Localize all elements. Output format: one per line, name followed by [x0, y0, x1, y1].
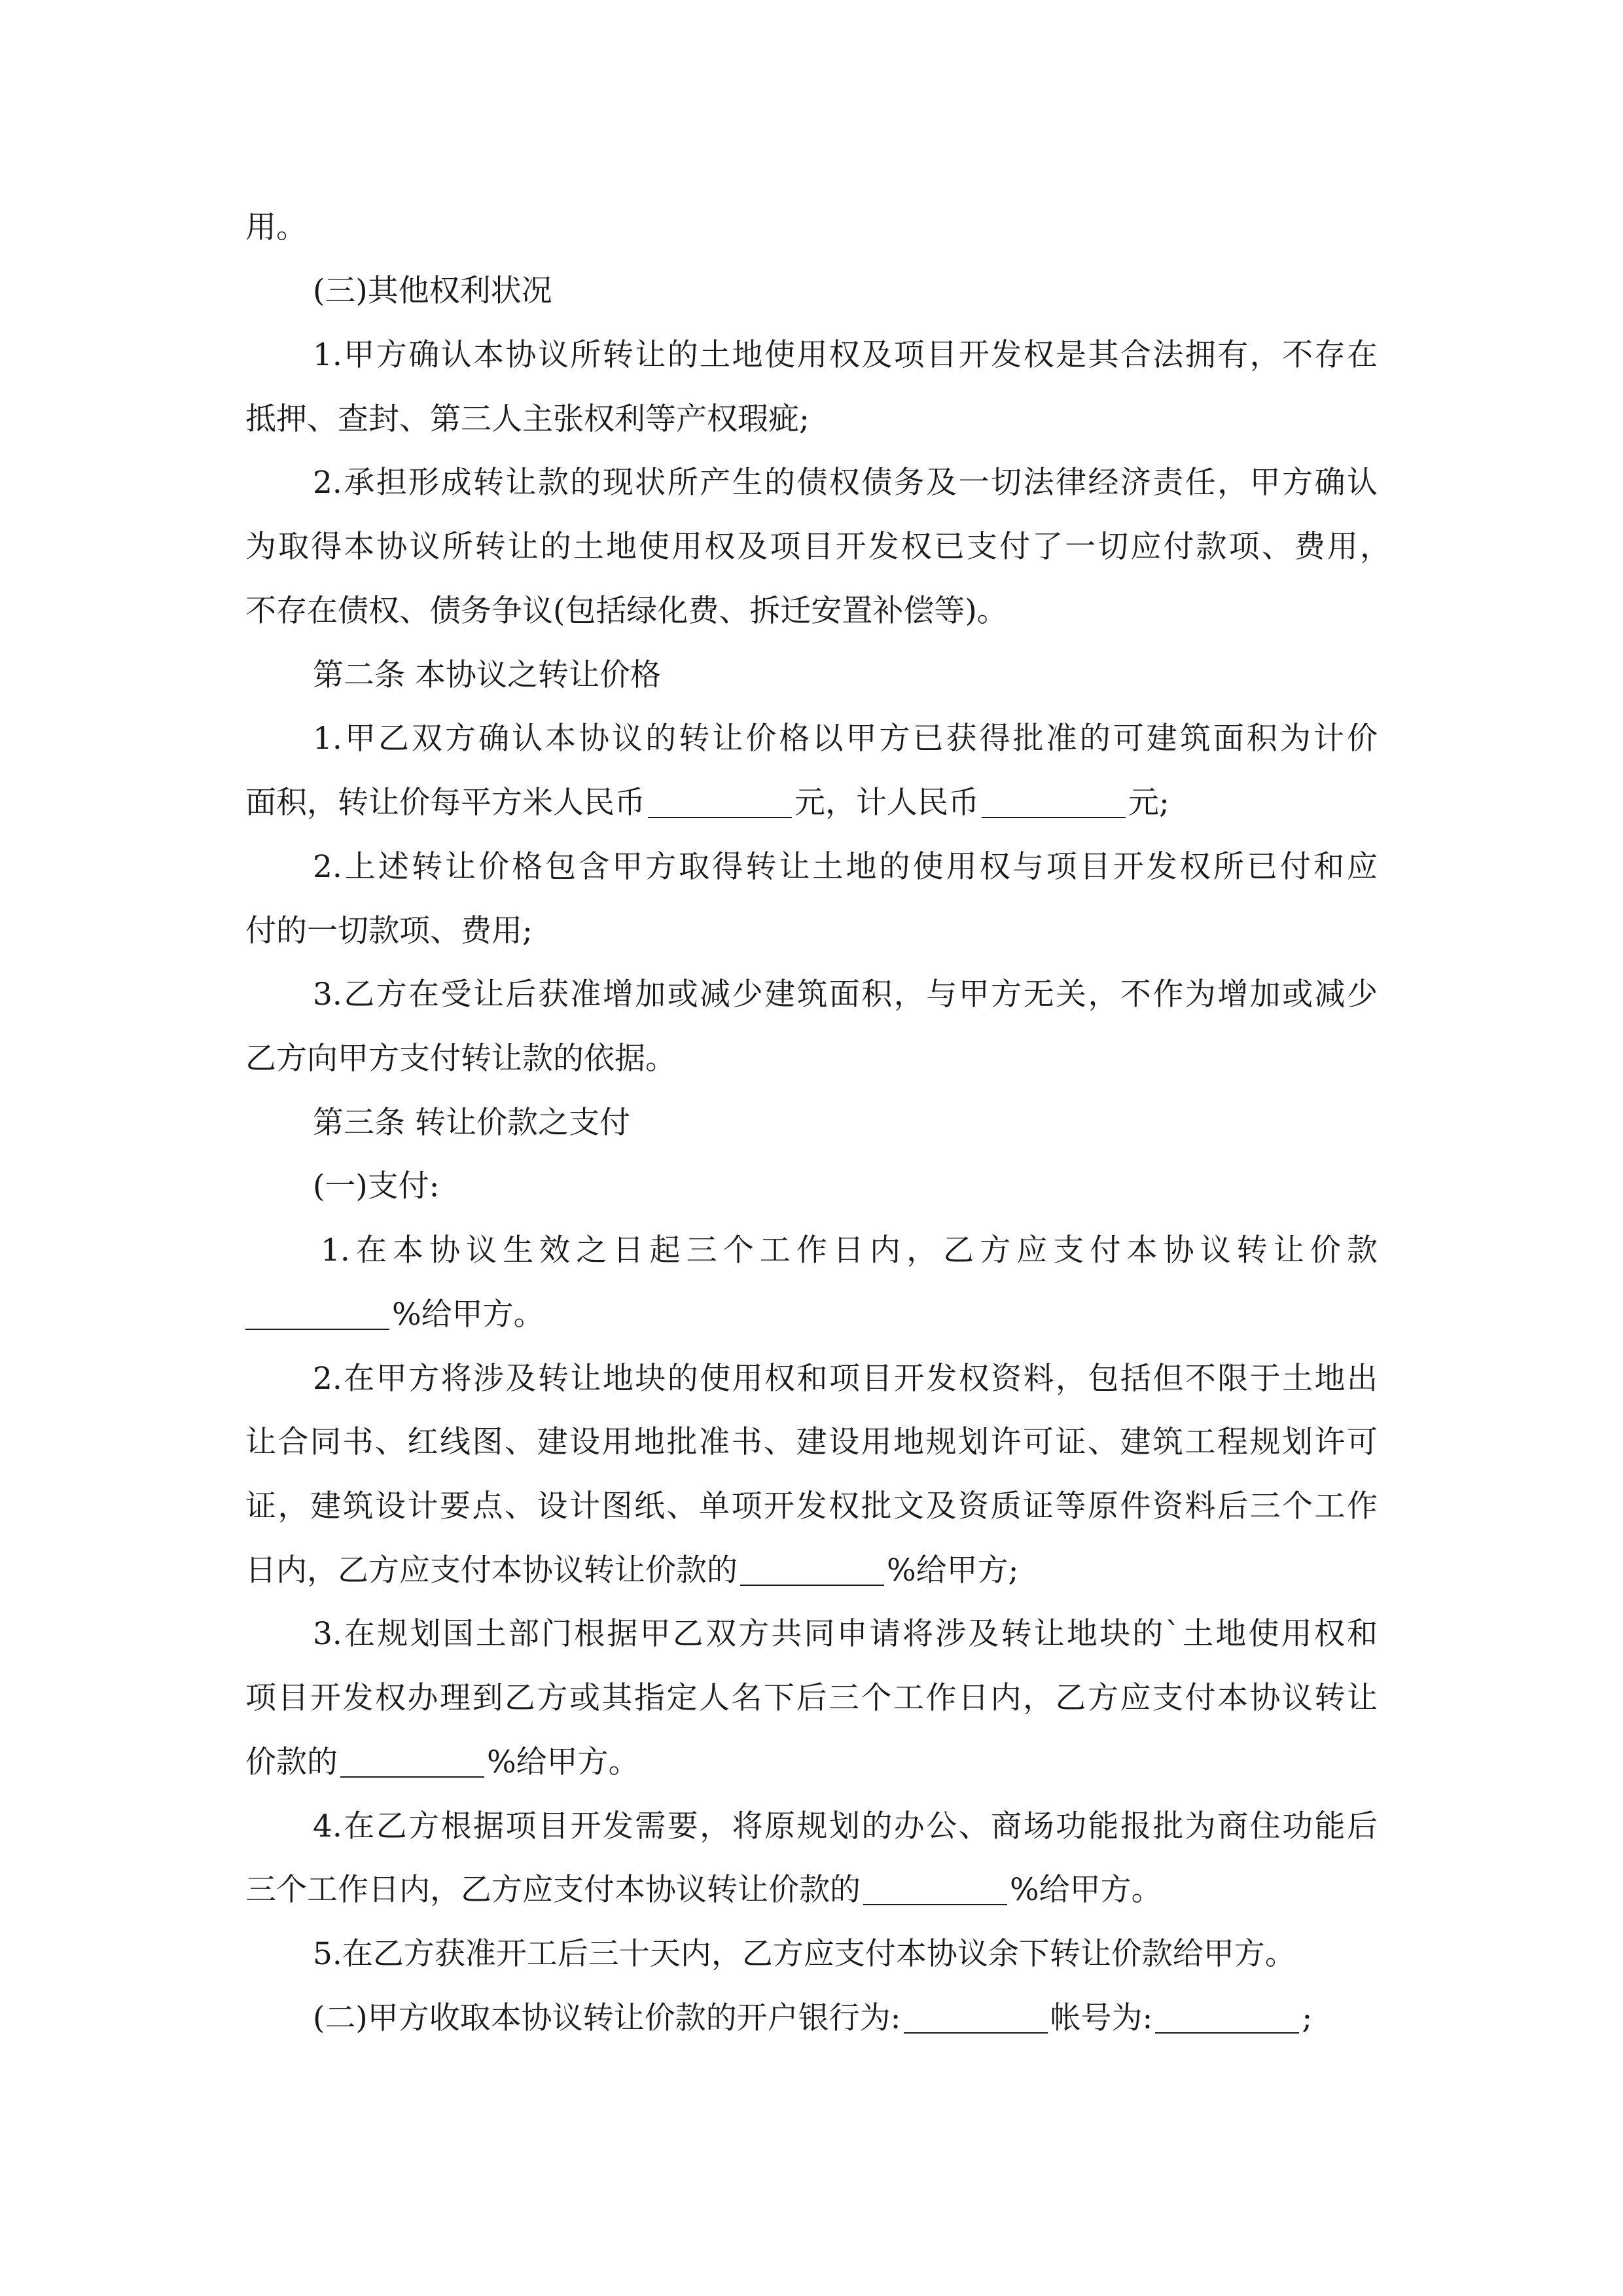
text-line: 让合同书、红线图、建设用地批准书、建设用地规划许可证、建筑工程规划许可: [245, 1424, 1378, 1460]
text-line: 抵押、查封、第三人主张权利等产权瑕疵;: [245, 401, 810, 437]
text-line: 项目开发权办理到乙方或其指定人名下后三个工作日内，乙方应支付本协议转让: [245, 1680, 1378, 1716]
text-line: %给甲方。: [245, 1295, 1378, 1335]
text-line: 乙方向甲方支付转让款的依据。: [245, 1041, 676, 1077]
text-line: 2.在甲方将涉及转让地块的使用权和项目开发权资料，包括但不限于土地出: [313, 1361, 1378, 1397]
section-heading: (三)其他权利状况: [313, 273, 552, 309]
text-line: 三个工作日内，乙方应支付本协议转让价款的 %给甲方。: [245, 1872, 1162, 1908]
text-line: 付的一切款项、费用;: [245, 913, 533, 949]
text-line: (二)甲方收取本协议转让价款的开户银行为: 帐号为: ;: [313, 2000, 1313, 2036]
fill-blank: [740, 1554, 884, 1586]
text-line: 为取得本协议所转让的土地使用权及项目开发权已支付了一切应付款项、费用，: [245, 529, 1391, 565]
fill-blank: [1155, 2002, 1299, 2034]
text-line: 2.上述转让价格包含甲方取得转让土地的使用权与项目开发权所已付和应: [313, 849, 1378, 885]
text-line: 1.甲乙双方确认本协议的转让价格以甲方已获得批准的可建筑面积为计价: [313, 721, 1378, 757]
text-line: 1.甲方确认本协议所转让的土地使用权及项目开发权是其合法拥有，不存在: [313, 337, 1378, 373]
article-heading: 第三条 转让价款之支付: [313, 1105, 630, 1141]
article-heading: 第二条 本协议之转让价格: [313, 657, 661, 693]
text-line: 面积，转让价每平方米人民币 元，计人民币 元;: [245, 785, 1169, 821]
text-line: 日内，乙方应支付本协议转让价款的 %给甲方;: [245, 1552, 1019, 1588]
text-line: 价款的 %给甲方。: [245, 1744, 639, 1780]
text-line: 2.承担形成转让款的现状所产生的债权债务及一切法律经济责任，甲方确认: [313, 465, 1378, 501]
fill-blank: [648, 787, 792, 818]
fill-blank: [904, 2002, 1048, 2034]
text-line: 不存在债权、债务争议(包括绿化费、拆迁安置补偿等)。: [245, 593, 1008, 629]
text-line: 1.在本协议生效之日起三个工作日内，乙方应支付本协议转让价款: [321, 1232, 1378, 1268]
text-line: 用。: [245, 209, 307, 245]
fill-blank: [245, 1299, 389, 1330]
text-line: 证，建筑设计要点、设计图纸、单项开发权批文及资质证等原件资料后三个工作: [245, 1488, 1378, 1524]
text-line: 3.在规划国土部门根据甲乙双方共同申请将涉及转让地块的`土地使用权和: [313, 1616, 1378, 1652]
text-line: 5.在乙方获准开工后三十天内，乙方应支付本协议余下转让价款给甲方。: [313, 1936, 1296, 1972]
section-heading: (一)支付:: [313, 1168, 440, 1204]
fill-blank: [982, 787, 1126, 818]
fill-blank: [340, 1746, 484, 1778]
text-line: 3.乙方在受让后获准增加或减少建筑面积，与甲方无关，不作为增加或减少: [313, 977, 1378, 1013]
text-line: 4.在乙方根据项目开发需要，将原规划的办公、商场功能报批为商住功能后: [313, 1808, 1378, 1844]
fill-blank: [863, 1874, 1007, 1905]
